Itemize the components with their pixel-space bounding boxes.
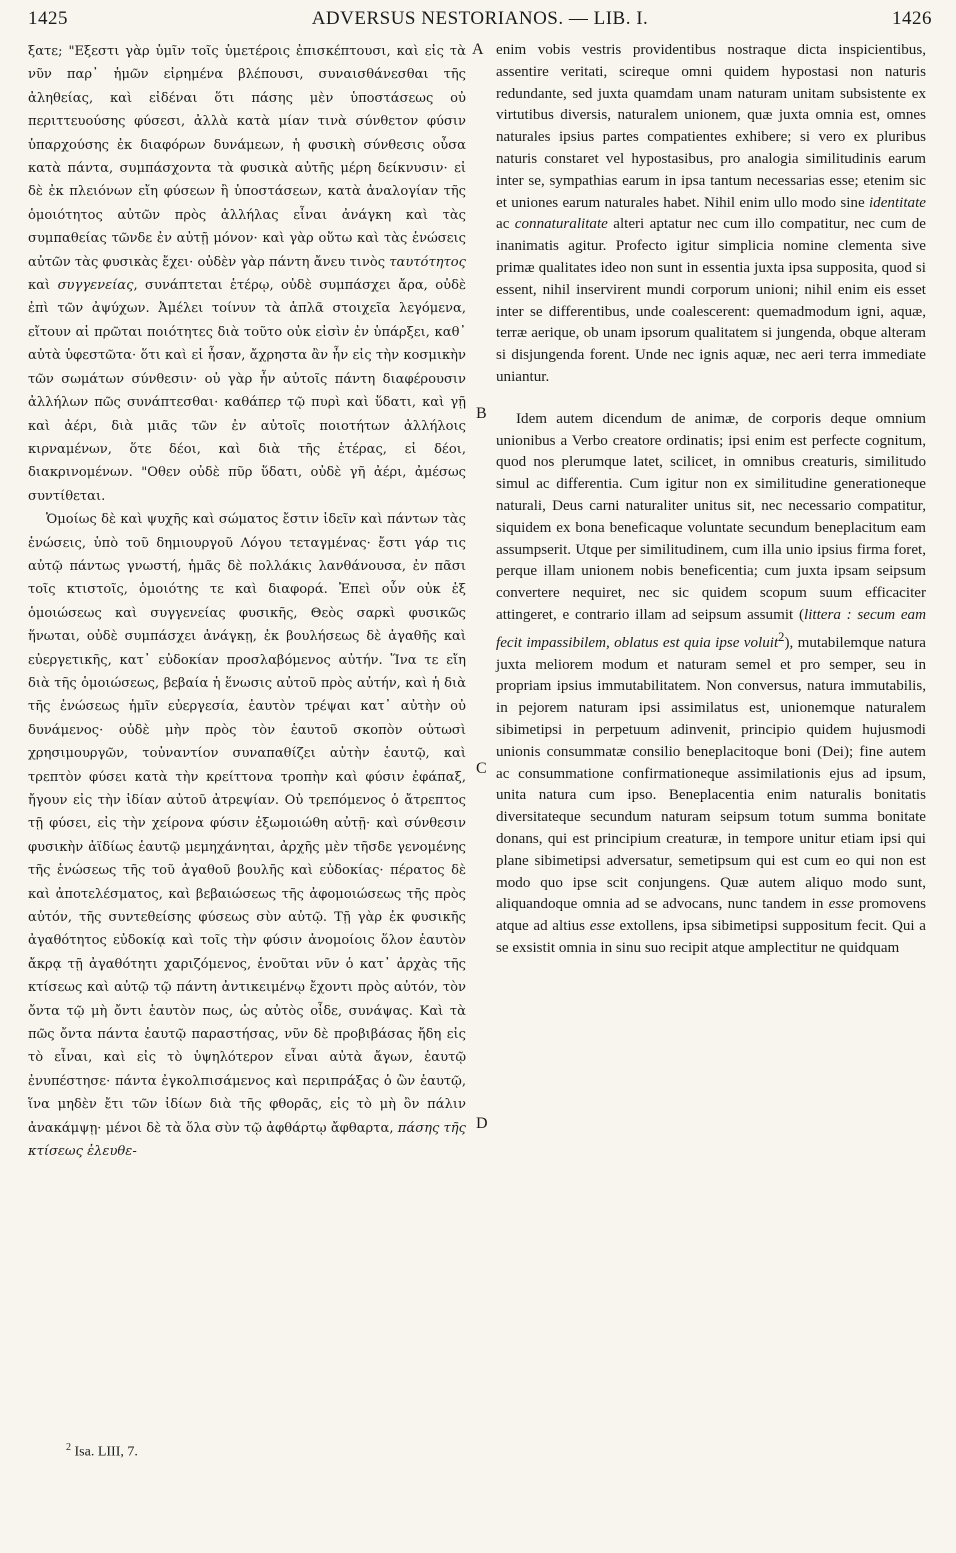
latin-column [496,40,926,960]
page-number-left: 1425 [28,8,68,29]
footnote-number: 2 [66,1442,71,1453]
margin-marker-c: C [476,760,487,777]
footnote [66,1442,138,1461]
greek-paragraph-2: Ὁμοίως δὲ καὶ ψυχῆς καὶ σώματος ἔστιν ἰδεῖν καὶ πάντων τὰς ἑνώσεις, ὑπὸ τοῦ δημιουργοῦ Λόγου τεταγμένας· ἔστι γάρ τις αὐτῷ πάντως γνωστή, ἡμᾶς δὲ πολλάκις λανθάνουσα, ἐν πᾶσι τοῖς κτιστοῖς, ὁμοιότης τε καὶ διαφορά. Ἐπεὶ οὖν οὐκ ἐξ ὁμοιώσεως καὶ συγγενείας φυσικῆς, Θεὸς σαρκὶ φυσικῶς ἥνωται, οὐδὲ συμπάσχει ἀνάγκῃ, ἐκ βουλήσεως δὲ ἀγαθῆς καὶ εὐεργετικῆς, κατ᾿ εὐδοκίαν προσλαβόμενος αὐτήν. Ἵνα τε εἴη διὰ τῆς ὁμοιώσεως, βεβαία ἡ ἕνωσις αὐτοῦ πρὸς αὐτήν, καὶ ἡ διὰ τῆς ἑνώσεως ἡμῖν εὐεργεσία, ἑαυτὸν τρέψαι κατ᾿ αὐτὴν οὐ δυνάμενος· οὐδὲ μὴν πρὸς τὸν ἑαυτοῦ σκοπὸν οὑτωσὶ χρησιμουργῶν, τοὐναντίον συναπαθίζει αὐτὴν ἑαυτῷ, καὶ τρεπτὸν φύσει κατὰ τὴν κρείττονα τροπὴν καὶ φύσιν ἐφάπαξ, ἤγουν εἰς τὴν ἰδίαν αὐτοῦ ἀτρεψίαν. Οὐ τρεπόμενος ὁ ἄτρεπτος τῇ φύσει, εἰς τὴν χείρονα φύσιν ἐξωμοιώθη αὐτῇ· καὶ σύνθεσιν φυσικὴν ἀϊδίως ἑαυτῷ μεμηχάνηται, ἀρχῆς μὲν τῆσδε γενομένης τῆς ἑνώσεως τῆς τοῦ ἀγαθοῦ βουλῆς καὶ εὐδοκίας· πέρατος δὲ καὶ ἀποτελέσματος, καὶ βεβαιώσεως τῆς ἀφομοιώσεως τῆς πρὸς αὐτόν, τῆς συντεθείσης φύσεως σὺν αὐτῷ. Τῇ γὰρ ἐκ φυσικῆς ἀγαθότητος εὐδοκίᾳ καὶ τοῖς τὴν φύσιν ἀνομοίοις ὅλον ἑαυτὸν ἄκρᾳ τῇ ἀγαθότητι χαριζόμενος, ἑνοῦται νῦν ὁ κατ᾿ ἀρχὰς τῆς κτίσεως καὶ αὐτῷ τῷ πάντη ἀντικειμένῳ ἔχοντι πρὸς αὐτόν, τὸν ὄντα τῷ μὴ ὄντι ἑαυτὸν πως, ὡς αὐτὸς οἶδε, συνάψας. Καὶ τὰ πῶς ὄντα πάντα ἑαυτῷ παραστήσας, νῦν δὲ προβιβάσας ἤδη εἰς τὸ εἶναι, καὶ εἰς τὸ ὑψηλότερον εἶναι αὐτὰ ἄγων, ἑαυτῷ ἐνυπέστησε· πάντα ἐγκολπισάμενος καὶ περιπράξας ὁ ὢν ἑαυτῷ, ἵνα μηδὲν ἔτι τῶν ἰδίων διὰ τῆς φθορᾶς, εἰς τὸ μὴ ὂν πάλιν ἀνακάμψῃ· μένοι δὲ τὰ ὅλα σὺν τῷ ἀφθάρτῳ ἄφθαρτα, πάσης τῆς κτίσεως ἐλευθε- [28,512,466,1160]
margin-marker-d: D [476,1115,488,1132]
greek-column [28,40,466,1164]
margin-marker-a: A [472,41,484,58]
latin-paragraph-1: enim vobis vestris providentibus nostraque dicta inspicientibus, assentire veritati, scireque omni quidem hypostasi non naturis redundante, sed juxta quamdam unam naturam unitam subsistente ex virtutibus diversis, naturalem unionem, quæ juxta omnia est, omnes naturales ipsius partes compatientes exhibere; si vero ex pluribus naturis constaret vel hypostasibus, pro analogia similitudinis earum inter se, sympathias earum in ipsa tantum necessarias esse; etenim sic et uniones earum naturales habet. Nihil enim ullo modo sine identitate ac connaturalitate alteri aptatur nec cum illo compatitur, nec cum de inanimatis agitur. Profecto igitur simplicia nomine clementa sive primæ qualitates ideo non sunt in essentia juxta ipsa supposita, quod si essent, nihil inservirent mundi corporum unioni; nihil enim eis esset inter se differentibus, unde coalescerent: quemadmodum igni, aquæ, terræ aerique, ob unam ipsorum qualitatem si jungenda, obque alteram si disjungenda forent. Unde nec ignis aquæ, nec aeri terra immediate uniantur. [496,42,926,385]
greek-paragraph-1: ξατε; "Εξεστι γὰρ ὑμῖν τοῖς ὑμετέροις ἐπισκέπτουσι, καὶ εἰς τὰ νῦν παρ᾿ ἡμῶν εἰρημένα βλέπουσι, συναισθάνεσθαι τῆς ἀληθείας, καὶ εἰδέναι ὅτι πάσης μὲν ὑποστάσεως οὐ περιττευούσης φύσεσι, ἀλλὰ κατὰ μίαν τινὰ σύνθετον φύσιν ὑπαρχούσης ἐκ διαφόρων δυνάμεων, ἡ φυσικὴ σύνθεσις οὖσα κατὰ πάντα, συμπάσχοντα τὰ φυσικὰ αὐτῆς μέρη δείκνυσιν· εἰ δὲ ἐκ πλειόνων εἴη φύσεων ἢ ὑποστάσεων, κατὰ ἀναλογίαν τῆς ὁμοιότητος αὐτῶν πρὸς ἀλλήλας εἶναι ἀνάγκη καὶ τὰς συμπαθείας τῶνδε ἐν αὐτῇ μόνον· καὶ γὰρ οὕτω καὶ τὰς ἑνώσεις αὐτῶν τὰς φυσικὰς ἔχει· οὐδὲν γὰρ πάντη ἄνευ τινὸς ταυτότητος καὶ συγγενείας, συνάπτεται ἑτέρῳ, οὐδὲ συμπάσχει ἄρα, οὐδὲ ἐπὶ τῶν ἀψύχων. Ἀμέλει τοίνυν τὰ ἁπλᾶ στοιχεῖα λεγόμενα, εἴτουν αἱ πρῶται ποιότητες διὰ τοῦτο οὐκ εἰσὶν ἐν ὑπάρξει, καθ᾿ αὐτὰ ὑφεστῶτα· ὅτι καὶ εἰ ἦσαν, ἄχρηστα ἂν ἦν εἰς τὴν κοσμικὴν τῶν σωμάτων σύνθεσιν· οὐ γὰρ ἦν αὐτοῖς πάντη διαφέρουσιν ἀλλήλων πῶς συνάπτεσθαι· καθάπερ τῷ πυρὶ καὶ ὕδατι, καὶ γῇ καὶ ἀέρι, διὰ μιᾶς τῶν ἐν αὐτοῖς ποιοτήτων ἀλλήλοις κιρναμένων, ὅτε δέοι, καὶ διὰ τῆς ἑτέρας, εἰ δέοι, διακρινομένων. "Οθεν οὐδὲ πῦρ ὕδατι, οὐδὲ γῆ ἀέρι, ἀμέσως συντίθεται. [28,44,466,504]
latin-paragraph-2: Idem autem dicendum de animæ, de corporis deque omnium unionibus a Verbo creatore ordinatis; ipsi enim est perfecte cognitum, quod nos plerumque latet, scilicet, in omnibus creaturis, similitudo simul ac differentia. Cum igitur non ex similitudine generationeque naturali, Deus carni naturaliter unitus sit, nec necessario compatitur, siquidem ex bona beneficaque voluntate secundum beneplacitum eam assumpserit. Utque per similitudinem, cum illa unio ipsius firma foret, perque illam unionem nobis beneficentia; cum juxta ipsam seipsum convertere nequiret, nec sic quidem scopum suum efficaciter attingeret, e contrario illam ad seipsum assumit (littera : secum eam fecit impassibilem, oblatus est quia ipse voluit$^2$), mutabilemque natura juxta meliorem modum et naturam semel et pro semper, seu in propriam ipsius immutabilitatem. Non conversus, natura immutabilis, in pejorem naturam ipsi assimilatus est, unionemque naturalem sibimetipsi in perpetuum adinvenit, principio quidem hujusmodi unionis consummatæ consilio beneplacitoque boni (Dei); fine autem ac consummatione confirmationeque assimilationis ejus ad ipsum, unita natura cum ipso. Beneplacentia enim naturalis bonitatis diversitateque secundum naturam seipsum totum summa bonitate donans, qui est principium creaturæ, in tempore unitur etiam ipsi qui plane sibimetipsi adversatur, semetipsum qui est cum eo qui non est modo quo ipse scit conjungens. Quæ autem aliquo modo sunt, aliquandoque omnia ad se advocans, nunc tandem in esse promovens atque ad altius esse extollens, ipsa sibimetipsi suppositum fecit. Qui a se exsistit omnia in sinu suo recipit atque amplectitur ne quidquam [496,410,926,956]
margin-marker-b: B [476,405,487,422]
page-number-right: 1426 [892,8,932,29]
footnote-text: Isa. LIII, 7. [71,1444,138,1460]
running-header [28,8,932,36]
running-title: ADVERSUS NESTORIANOS. — LIB. I. [311,8,649,29]
